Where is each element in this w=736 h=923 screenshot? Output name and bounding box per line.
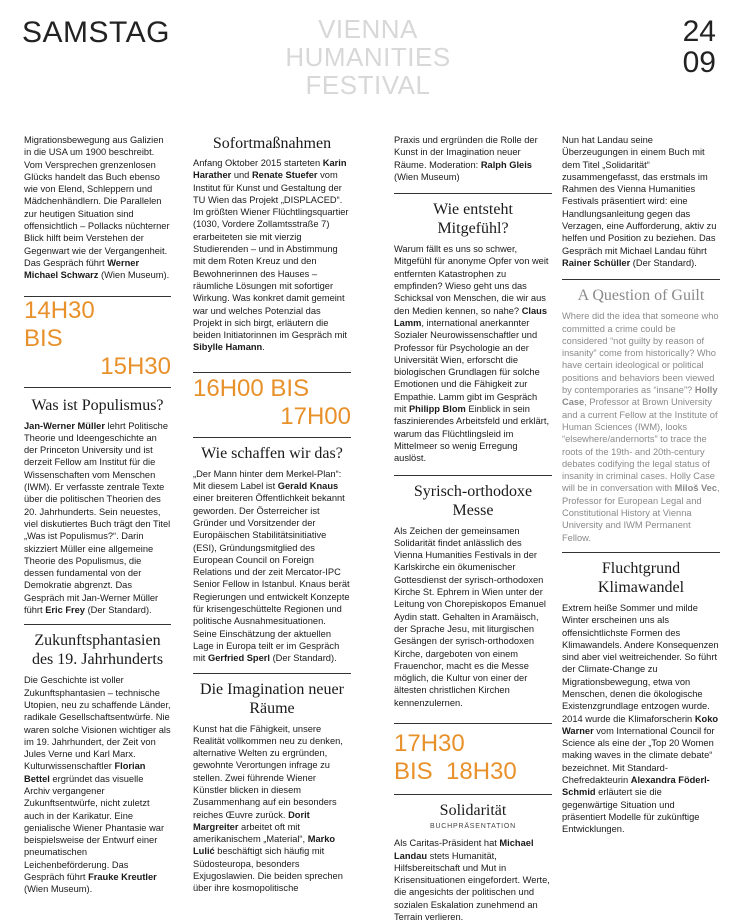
time-slot-1600 [193,375,351,431]
time-line [193,375,351,403]
imagination-text: Kunst hat die Fähigkeit, unsere Realität vollkommen neu zu denken, alternative Welten zu ergründen, gewohnte Verortungen infrage zu stellen. Zwei führende Wiener Künstler blicken in diesem Zusammenhang auf ein besonders reiches Œuvre zurück. Dorit Margreiter arbeitet oft mit amerikanischem „Material“, Marko Lulić beschäftigt sich häufig mit Südosteuropa, besonders Exjugoslawien. Die beiden sprechen über ihre kosmopolitische [193,723,343,894]
column-2 [193,134,351,895]
person-name: Frauke Kreutler [88,872,157,883]
divider [562,552,720,553]
person-name: Ralph Gleis [480,159,532,170]
time-end: 17H00 [280,402,351,430]
person-name: Miloš Vec [674,483,718,494]
divider [394,794,552,795]
divider [394,475,552,476]
person-name: Renate Stuefer [251,170,318,181]
time-slot-1730 [394,730,552,786]
person-name: Philipp Blom [408,404,466,415]
person-name: Gerald Knaus [277,481,339,492]
divider [193,673,351,674]
section-title-schaffen: Wie schaffen wir das? [201,444,343,462]
festival-line: VIENNA [318,14,418,44]
section-title-imagination: Die Imagination neuer Räume [200,680,344,717]
populism-text: Jan-Werner Müller lehrt Politische Theorie und Ideengeschichte an der Princeton University und ist derzeit Fellow am Institut für die Wissenschaften vom Menschen (IWM). Er verfasste zentrale Texte über die politischen Theorien des 20. Jahrhunderts. Sein neuestes, viel diskutiertes Buch trägt den Titel „Was ist Populismus?“. Darin skizziert Müller eine allgemeine Theorie des Populismus, die dessen fundamental von der Demokratie abgrenzt. Das Gespräch mit Jan-Werner Müller führt Eric Frey (Der Standard). [24,420,171,616]
column-1 [24,134,171,896]
festival-line: FESTIVAL [305,70,431,100]
time-start: 14H30 [24,296,95,324]
schaffen-text: „Der Mann hinter dem Merkel-Plan“: Mit diesem Label ist Gerald Knaus einer breiteren Öffentlichkeit bekannt geworden. Der Österreicher ist Gründer und Vorsitzender der Europäischen Stabilitätsinitiative (ESI), Gründungsmitglied des European Council on Foreign Relations und der zeit Mercator-IPC Senior Fellow in Istanbul. Knaus berät Regierungen und entwickelt Konzepte für krisengeschüttelte Regionen und politische Ausnahmesituationen. Seine Einschätzung der aktuellen Lage in Europa teilt er im Gespräch mit Gerfried Sperl (Der Standard). [193,468,350,664]
time-text: 16H00 BIS [193,374,310,402]
future-text: Die Geschichte ist voller Zukunftsphantasien – technische Utopien, neu zu schaffende Länder, radikale Gesellschaftsentwürfe. Nie waren solche Visionen wichtiger als im 19. Jahrhundert, der Zeit von Jules Verne und Karl Marx. Kulturwissenschaftler Florian Bettel ergründet das visuelle Archiv vergangener Zukunftsentwürfe, nicht zuletzt auch in der Karikatur. Eine genialische Wiener Phantasie war beispielsweise der Entwurf einer pneumatischen Leichenbeförderung. Das Gespräch führt Frauke Kreutler (Wien Museum). [24,675,171,895]
festival-title [270,15,466,99]
section-title-solidaritaet: Solidarität [439,801,507,819]
section-title-guilt: A Question of Guilt [577,287,705,305]
section-title-klima: Fluchtgrund Klimawandel [597,559,685,596]
person-name: Sibylle Hamann [193,342,263,353]
time-bis: BIS [24,324,63,352]
person-name: Holly Case [562,385,718,408]
person-name: Alexandra Föderl-Schmid [562,775,710,798]
person-name: Dorit Margreiter [193,809,310,832]
col4-intro-text: Nun hat Landau seine Überzeugungen in einem Buch mit dem Titel „Solidarität“ zusammengefasst, das erstmals im Rahmen des Vienna Humanities Festivals präsentiert wird: eine Handlungsanleitung gegen das Verzagen, eine Aufforderung, aktiv zu helfen und Position zu beziehen. Das Gespräch mit Michael Landau führt Rainer Schüller (Der Standard). [562,135,717,268]
col1-intro-text: Migrationsbewegung aus Galizien in die USA um 1900 beschreibt. Vom Versprechen grenzenlosen Glücks handelt das Buch ebenso wie von Elend, Schleppern und Mädchenhändlern. Die Parallelen zur heutigen Situation sind offensichtlich – Pollacks nüchterner Blick hilft beim Verstehen der Gegenwart wie der Vergangenheit. Das Gespräch führt Werner Michael Schwarz (Wien Museum). [24,135,170,281]
person-name: Marko Lulić [193,834,336,857]
person-name: Werner Michael Schwarz [24,257,140,281]
divider [24,624,171,625]
section-title-messe: Syrisch-orthodoxe Messe [413,482,533,519]
divider [193,372,351,373]
solidaritaet-text: Als Caritas-Präsident hat Michael Landau stets Humanität, Hilfsbereitschaft und Mut in Krisensituationen eingefordert. Werte, die angesichts der politischen und sozialen Eskalation zunehmend an Terrain verlieren. [394,838,550,923]
person-name: Karin Harather [193,158,347,181]
date [683,16,716,78]
mitgefuehl-text: Warum fällt es uns so schwer, Mitgefühl für anonyme Opfer von weit entfernten Katastrophen zu empfinden? Wieso geht uns das Schicksal von Menschen, die wir aus den Medien kennen, so nahe? Claus Lamm, international anerkannter Sozialer Neurowissenschaftler und Professor für Psychologie an der Universität Wien, erforscht die biologischen Grundlagen für solche Emotionen und die Fähigkeit zur Empathie. Lamm gibt im Gespräch mit Philipp Blom Einblick in sein faszinierendes Arbeitsfeld und erklärt, warum das Flüchtlingsleid im Mittelmeer so wenig Erregung auslöst. [394,244,550,464]
divider [562,279,720,280]
person-name: Koko Warner [562,713,719,736]
person-name: Rainer Schüller [562,257,631,268]
person-name: Gerfried Sperl [207,653,270,664]
section-title-populism: Was ist Populismus? [31,396,164,414]
section-title-mitgefuehl: Wie entsteht Mitgefühl? [433,201,513,238]
divider [193,437,351,438]
messe-text: Als Zeichen der gemeinsamen Solidarität findet anlässlich des Vienna Humanities Festivals in der Karlskirche ein ökumenischer Gottesdienst der syrisch-orthodoxen Kirche St. Ephrem in Wien unter der Leitung von Chorepiskopos Emanuel Aydin statt. Gehalten in Aramäisch, der Sprache Jesu, mit liturgischen Gesängen der syrisch-orthodoxen Kirche, dargeboten von einem Frauenchor, macht es die Messe möglich, die Kultur von einer der ältesten christlichen Kirchen kennenzulernen. [394,525,546,708]
divider [24,387,171,388]
person-name: Jan-Werner Müller [24,420,105,431]
col3-intro-text: Praxis und ergründen die Rolle der Kunst in der Imagination neuer Räume. Moderation: Ralph Gleis (Wien Museum) [394,135,538,182]
guilt-text: Where did the idea that someone who committed a crime could be considered “not guilty by reason of insanity” come from historically? Who have certain ideological or political positions and behaviors been viewed by contemporaries as “insane”? Holly Case, Professor at Brown University and a current Fellow at the Institute of Human Sciences (IWM), looks “elsewhere/andernorts” to trace the roots of the 19th- and 20th-century debates codifying the legal status of insanity in criminal cases. Holly Case will be in conversation with Miloš Vec, Professor for European Legal and Constitutional History at Vienna University and IWM Permanent Fellow. [562,311,720,543]
klima-text: Extrem heiße Sommer und milde Winter erscheinen uns als offensichtlichste Formen des Klimawandels. Andere Konsequenzen sind aber viel weitreichender. So führt der Climate-Change zu Migrationsbewegung, etwa von Menschen, denen die ökologische Existenzgrundlage entzogen wurde. 2014 wurde die Klimaforscherin Koko Warner vom International Council for Science als eine der „Top 20 Women making waves in the climate debate“ bezeichnet. Mit Standard-Chefredakteurin Alexandra Föderl-Schmid erläutert sie die gegenwärtige Situation und präsentiert Modelle für zukünftige Entwicklungen. [562,602,719,835]
section-title-future: Zukunftsphantasien des 19. Jahrhunderts [31,632,164,669]
time-end: BIS 18H30 [394,757,517,785]
section-subtitle: BUCHPRÄSENTATION [429,822,517,830]
section-title-sofort: Sofortmaßnahmen [212,135,332,152]
person-name: Eric Frey [45,605,85,616]
person-name: Florian Bettel [24,761,146,784]
divider [394,723,552,724]
festival-line: HUMANITIES [285,42,451,72]
person-name: Claus Lamm [394,305,548,328]
time-end: 15H30 [100,352,171,380]
person-name: Michael Landau [394,838,534,861]
time-slot-1430 [24,297,171,381]
date-month: 09 [682,46,716,79]
day-title: SAMSTAG [22,16,170,49]
time-start: 17H30 [394,729,465,757]
column-3 [394,134,552,923]
date-day: 24 [682,15,716,48]
sofort-text: Anfang Oktober 2015 starteten Karin Harather und Renate Stuefer vom Institut für Kunst und Gestaltung der TU Wien das Projekt „DISPLACED“. Im größten Wiener Flüchtlingsquartier (1030, Vordere Zollamtsstraße 7) erarbeiteten sie mit vierzig Studierenden – und in Abstimmung mit dem Roten Kreuz und den Bewohnerinnen des Hauses – räumliche Lösungen mit sofortiger Wirkung. Was konkret damit gemeint war und welches Potenzial das Projekt in sich birgt, erläutern die beiden Initiatorinnen im Gespräch mit Sibylle Hamann. [193,158,349,353]
column-4 [562,134,720,836]
divider [394,193,552,194]
